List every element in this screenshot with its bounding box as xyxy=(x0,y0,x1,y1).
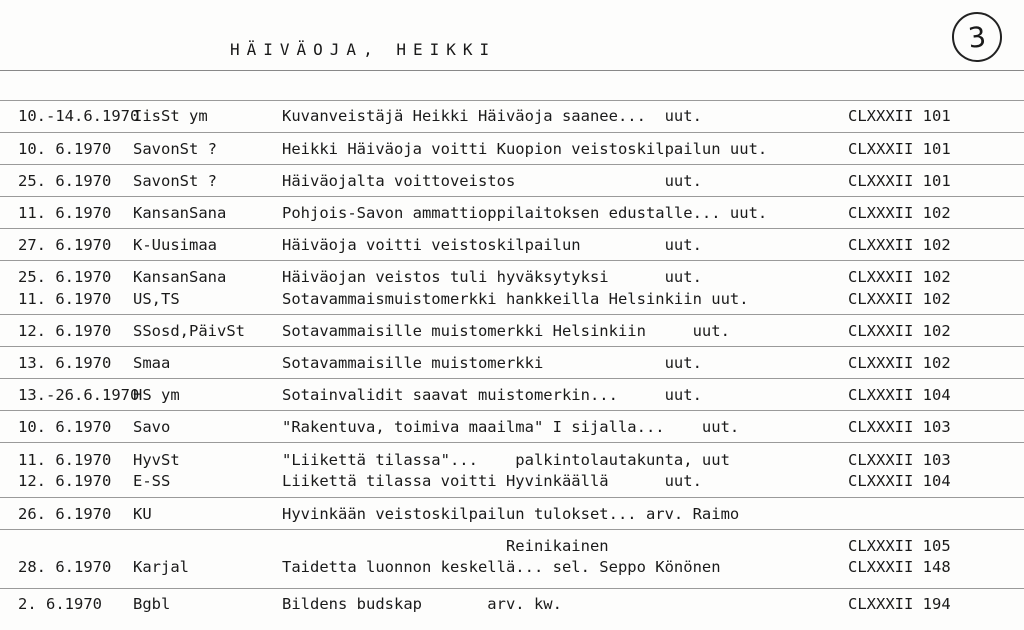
entry-text: Pohjois-Savon ammattioppilaitoksen edustalle... uut. xyxy=(282,204,768,222)
entry-text: Sotavammaismuistomerkki hankkeilla Helsinkiin uut. xyxy=(282,290,749,308)
entry-reference: CLXXXII 101 xyxy=(848,107,951,125)
entry-date: 13.-26.6.1970 xyxy=(18,386,140,404)
entry-source: Savo xyxy=(133,418,171,436)
entry-text: Hyvinkään veistoskilpailun tulokset... arv. Raimo xyxy=(282,505,740,523)
ruled-line xyxy=(0,196,1024,197)
ruled-line xyxy=(0,529,1024,530)
ruled-line xyxy=(0,497,1024,498)
ruled-line xyxy=(0,442,1024,443)
entry-date: 25. 6.1970 xyxy=(18,268,112,286)
ruled-line xyxy=(0,410,1024,411)
ruled-line xyxy=(0,314,1024,315)
header-rule xyxy=(0,70,1024,71)
entry-text: Reinikainen xyxy=(282,537,609,555)
entry-source: KansanSana xyxy=(133,268,227,286)
entry-reference: CLXXXII 105 xyxy=(848,537,951,555)
entry-reference: CLXXXII 194 xyxy=(848,595,951,613)
entry-date: 12. 6.1970 xyxy=(18,322,112,340)
entry-date: 2. 6.1970 xyxy=(18,595,102,613)
entry-text: Häiväojan veistos tuli hyväksytyksi uut. xyxy=(282,268,702,286)
card-title: HÄIVÄOJA, HEIKKI xyxy=(230,40,497,59)
entry-source: K-Uusimaa xyxy=(133,236,217,254)
entry-reference: CLXXXII 148 xyxy=(848,558,951,576)
entry-reference: CLXXXII 102 xyxy=(848,290,951,308)
entry-date: 10. 6.1970 xyxy=(18,140,112,158)
ruled-line xyxy=(0,132,1024,133)
entry-text: Häiväojalta voittoveistos uut. xyxy=(282,172,702,190)
page-number-circle: 3 xyxy=(950,10,1005,65)
entry-text: Sotavammaisille muistomerkki Helsinkiin uut. xyxy=(282,322,730,340)
entry-source: E-SS xyxy=(133,472,171,490)
entry-reference: CLXXXII 103 xyxy=(848,418,951,436)
entry-reference: CLXXXII 102 xyxy=(848,322,951,340)
entry-date: 26. 6.1970 xyxy=(18,505,112,523)
entry-source: HS ym xyxy=(133,386,180,404)
entry-date: 13. 6.1970 xyxy=(18,354,112,372)
entry-text: Häiväoja voitti veistoskilpailun uut. xyxy=(282,236,702,254)
entry-text: Heikki Häiväoja voitti Kuopion veistoskilpailun uut. xyxy=(282,140,768,158)
entry-date: 11. 6.1970 xyxy=(18,290,112,308)
entry-reference: CLXXXII 104 xyxy=(848,472,951,490)
entry-source: SavonSt ? xyxy=(133,172,217,190)
entry-reference: CLXXXII 102 xyxy=(848,268,951,286)
entry-date: 12. 6.1970 xyxy=(18,472,112,490)
entry-date: 10.-14.6.1970 xyxy=(18,107,140,125)
entry-source: US,TS xyxy=(133,290,180,308)
ruled-line xyxy=(0,100,1024,101)
entry-reference: CLXXXII 103 xyxy=(848,451,951,469)
entry-reference: CLXXXII 101 xyxy=(848,140,951,158)
entry-date: 10. 6.1970 xyxy=(18,418,112,436)
entry-source: HyvSt xyxy=(133,451,180,469)
entry-reference: CLXXXII 101 xyxy=(848,172,951,190)
entry-date: 11. 6.1970 xyxy=(18,204,112,222)
entry-reference: CLXXXII 102 xyxy=(848,204,951,222)
entry-text: Sotainvalidit saavat muistomerkin... uut. xyxy=(282,386,702,404)
entry-text: "Rakentuva, toimiva maailma" I sijalla... uut. xyxy=(282,418,740,436)
entry-date: 27. 6.1970 xyxy=(18,236,112,254)
entry-source: SSosd,PäivSt xyxy=(133,322,245,340)
ruled-line xyxy=(0,228,1024,229)
entry-source: KansanSana xyxy=(133,204,227,222)
entry-source: KU xyxy=(133,505,152,523)
entry-source: SavonSt ? xyxy=(133,140,217,158)
entry-date: 11. 6.1970 xyxy=(18,451,112,469)
entry-text: Bildens budskap arv. kw. xyxy=(282,595,562,613)
entry-source: Bgbl xyxy=(133,595,171,613)
ruled-line xyxy=(0,164,1024,165)
entry-date: 28. 6.1970 xyxy=(18,558,112,576)
entry-text: Taidetta luonnon keskellä... sel. Seppo Könönen xyxy=(282,558,721,576)
ruled-line xyxy=(0,588,1024,589)
entry-source: IisSt ym xyxy=(133,107,208,125)
entry-text: Sotavammaisille muistomerkki uut. xyxy=(282,354,702,372)
ruled-line xyxy=(0,260,1024,261)
entry-reference: CLXXXII 102 xyxy=(848,354,951,372)
entry-source: Karjal xyxy=(133,558,189,576)
entry-reference: CLXXXII 104 xyxy=(848,386,951,404)
entry-source: Smaa xyxy=(133,354,171,372)
entry-text: Liikettä tilassa voitti Hyvinkäällä uut. xyxy=(282,472,702,490)
entry-reference: CLXXXII 102 xyxy=(848,236,951,254)
ruled-line xyxy=(0,378,1024,379)
ruled-line xyxy=(0,346,1024,347)
entry-date: 25. 6.1970 xyxy=(18,172,112,190)
entry-text: Kuvanveistäjä Heikki Häiväoja saanee... uut. xyxy=(282,107,702,125)
entry-text: "Liikettä tilassa"... palkintolautakunta, uut xyxy=(282,451,730,469)
